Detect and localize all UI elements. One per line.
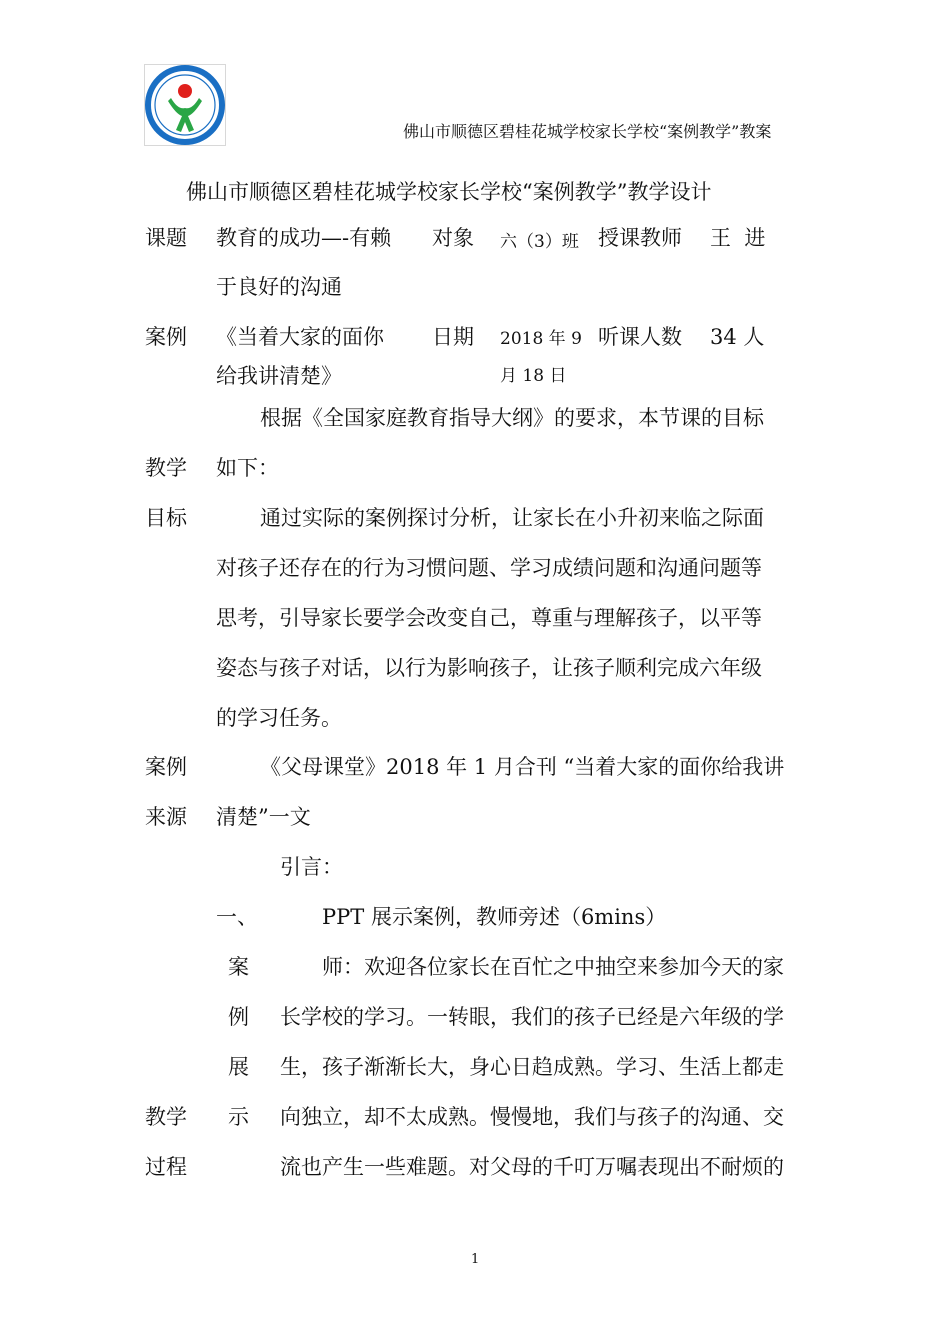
attendees-value: 34 人: [710, 325, 765, 349]
audience-label: 对象: [432, 226, 474, 250]
date-label: 日期: [432, 325, 474, 349]
goals-line: 通过实际的案例探讨分析，让家长在小升初来临之际面: [260, 506, 764, 530]
topic-line2: 于良好的沟通: [216, 275, 342, 299]
case-line2: 给我讲清楚》: [216, 364, 342, 388]
process-label-2: 过程: [145, 1155, 187, 1179]
case-line1: 《当着大家的面你: [216, 325, 384, 349]
intro-text: 引言：: [280, 855, 343, 879]
source-label-1: 案例: [145, 755, 187, 779]
header-text: 佛山市顺德区碧桂花城学校家长学校“案例教学”教案: [403, 122, 772, 141]
process-line: 向独立，却不太成熟。慢慢地，我们与孩子的沟通、交: [280, 1105, 784, 1129]
process-label-1: 教学: [145, 1105, 187, 1129]
school-logo: [144, 64, 226, 146]
document-title: 佛山市顺德区碧桂花城学校家长学校“案例教学”教学设计: [186, 180, 712, 204]
goals-line: 姿态与孩子对话，以行为影响孩子，让孩子顺利完成六年级: [216, 656, 762, 680]
side-char: 示: [228, 1105, 249, 1129]
goals-line: 如下：: [216, 456, 279, 480]
process-line: 流也产生一些难题。对父母的千叮万嘱表现出不耐烦的: [280, 1155, 784, 1179]
side-char: 例: [228, 1005, 249, 1029]
source-line1: 《父母课堂》2018 年 1 月合刊 “当着大家的面你给我讲: [260, 755, 785, 779]
audience-value: 六（3）班: [500, 232, 579, 252]
process-line: 师：欢迎各位家长在百忙之中抽空来参加今天的家: [322, 955, 784, 979]
goals-line: 思考，引导家长要学会改变自己，尊重与理解孩子，以平等: [216, 606, 762, 630]
date-line2: 月 18 日: [500, 366, 567, 386]
goals-line: 对孩子还存在的行为习惯问题、学习成绩问题和沟通问题等: [216, 556, 762, 580]
teacher-label: 授课教师: [598, 226, 682, 250]
date-line1: 2018 年 9: [500, 329, 582, 349]
page-number: 1: [471, 1252, 480, 1267]
goals-label-2: 目标: [145, 506, 187, 530]
process-line: 生，孩子渐渐长大，身心日趋成熟。学习、生活上都走: [280, 1055, 784, 1079]
step-text: PPT 展示案例，教师旁述（6mins）: [322, 905, 667, 929]
topic-label: 课题: [145, 226, 187, 250]
attendees-label: 听课人数: [598, 325, 682, 349]
side-char: 展: [228, 1055, 249, 1079]
source-line2: 清楚”一文: [216, 805, 311, 829]
topic-line1: 教育的成功—-有赖: [216, 226, 392, 250]
goals-label-1: 教学: [145, 456, 187, 480]
case-label: 案例: [145, 325, 187, 349]
step-number: 一、: [216, 905, 258, 929]
goals-line: 根据《全国家庭教育指导大纲》的要求，本节课的目标: [260, 406, 764, 430]
side-char: 案: [228, 955, 249, 979]
teacher-value: 王 进: [710, 226, 766, 250]
process-line: 长学校的学习。一转眼，我们的孩子已经是六年级的学: [280, 1005, 784, 1029]
source-label-2: 来源: [145, 805, 187, 829]
goals-line: 的学习任务。: [216, 706, 342, 730]
